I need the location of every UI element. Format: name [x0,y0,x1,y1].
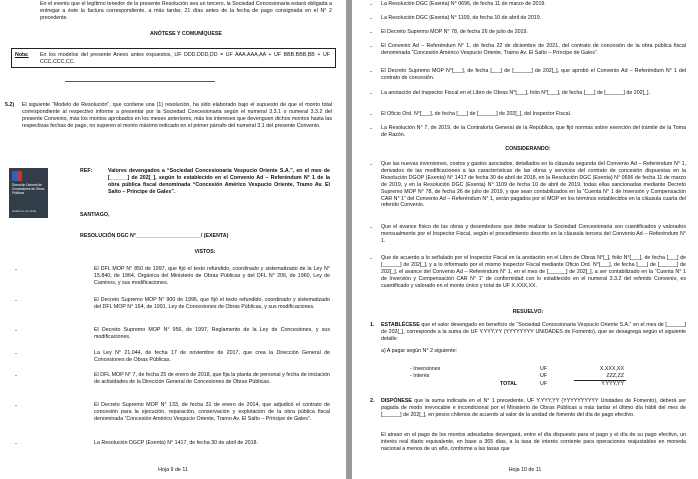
table-row-value: ZZZ,ZZ [606,373,624,379]
vistos-item: El Oficio Ord. N°[___], de fecha [___] de [______] de 202[_], del Inspector Fiscal. [381,111,572,117]
santiago-label: SANTIAGO, [80,212,110,218]
page-footer: Hoja 9 de 11 [158,467,188,473]
bullet: - [370,126,372,132]
anotese-heading: ANÓTESE Y COMUNÍQUESE [150,31,222,37]
ministry-logo [9,168,48,218]
bullet: - [15,267,17,273]
nota-text: En los modelos del presente Anexo antes expuestos, UF DDD.DDD,DD = UF AAA.AAA,AA + UF BBB.BBB,BB + UF CCC.CCC,CC. [40,52,330,65]
table-row-unit: UF [540,381,548,387]
vistos-item: El Decreto Supremo MOP N° 78, de fecha 26 de julio de 2019. [381,29,528,35]
bullet: - [15,441,17,447]
bullet: - [370,91,372,97]
lead-word: DISPÓNESE [381,398,412,404]
vistos-item: La Resolución DGC (Exenta) N° 0696, de fecha 11 de marzo de 2019. [381,1,546,7]
vistos-item: El Decreto Supremo MOP N° 956, de 1997, Reglamento de la Ley de Concesiones, y sus modificaciones. [94,327,330,340]
ref-text: Valores devengados a “Sociedad Concesionaria Vespucio Oriente S.A.”, en el mes de [______] de 202[_], según lo establecido en el Convenio Ad – Referéndum N° 1 de la obra pública fiscal denominada “Concesión Américo Vespucio Oriente, Tramo Av. El Salto – Príncipe de Gales”. [108,168,330,195]
document-page-10 [352,0,698,479]
considerando-item: Que de acuerdo a lo señalado por el Inspector Fiscal en la anotación en el Libro de Obras N°[_], folio N°[___], de fecha [___] de [______] de 202[_], y a lo informado por el mismo Inspector Fiscal mediante Oficio Ord. N°[___], de fecha [___] de [______] de 202[_], el avance del Convenio Ad – Referéndum N° 1, en el mes de [______] de 202[_], a ser contabilizado en la “Cuenta N° 1 de Inversión y Compensación CAR N° 1” de conformidad con lo establecido en el numeral 3.3.2 del referido Convenio, es cuantificado y valorado en el monto único y total de UF X.XXX,XX. [381,255,686,289]
page-footer: Hoja 10 de 11 [508,467,542,473]
vistos-item: La Resolución DGC (Exenta) N° 1109, de fecha 10 de abril de 2019. [381,15,542,21]
resolution-item-1-text: que el valor devengado en beneficio de “Sociedad Concesionaria Vespucio Oriente S.A.” en el mes de [______] de 202[_], corresponde a la suma de UF Y.YYY,YY (YYYYYYYY UNIDADES de Fomento), que se desagrega según el siguiente detalle: [381,322,686,342]
logo-subtitle: Gobierno de Chile [12,209,37,213]
table-row-label: - Inversiones [410,366,441,372]
section-5-2-text: El siguiente “Modelo de Resolución”, que contiene una (1) resolución, ha sido elaborado bajo el supuesto de que el monto total correspondiente al respectivo informe a presentar por la Sociedad Concesionaria según el numeral 3.3.1 o numeral 3.3.2 del presente Convenio, más los montos aprobados en los meses anteriores, más los intereses que devenguen dichos montos hasta las respectivas fechas de pago, no superen el monto máximo indicado en el primer párrafo del numeral 3.1 del presente Convenio. [22,102,332,129]
vistos-item: La Resolución N° 7, de 2019, de la Contraloría General de la República, que fijó normas sobre exención del trámite de la Toma de Razón. [381,125,686,138]
vistos-item: El Decreto Supremo MOP N° 133, de fecha 31 de enero de 2014, que adjudicó el contrato de concesión para la ejecución, reparación, conservación y explotación de la obra pública fiscal denominada “Concesión Américo Vespucio Oriente, Tramo Av. El Salto – Príncipe de Gales”. [94,402,330,422]
table-total-label: TOTAL [500,381,518,387]
item-a: a) A pagar según N° 2 siguiente: [381,348,458,354]
lead-word: ESTABLÉCESE [381,322,420,328]
vistos-item: El DFL MOP N° 850 de 1997, que fijó el texto refundido, coordinado y sistematizado de la Ley N° 15.840, de 1964, Orgánica del Ministerio de Obras Públicas y del DFL N° 206, de 1960, Ley de Caminos, y sus modificaciones. [94,266,330,286]
logo-title: Dirección General de Concesiones de Obras Públicas [12,183,45,195]
bullet: - [370,112,372,118]
table-row-label: - Interés [410,373,430,379]
table-row-value: X.XXX,XX [599,366,624,372]
table-total-value: Y.YYY,YY [601,381,624,387]
bullet: - [370,69,372,75]
top-paragraph: En el evento que el legítimo tenedor de la presente Resolución sea un tercero, la Sociedad Concesionaria estará obligada a entregar a éste la factura correspondiente, a más tardar, 21 días antes de la fecha de pago consignada en el N° 2 precedente. [40,1,332,21]
table-row-unit: UF [540,366,548,372]
vistos-item: El Decreto Supremo MOP N° 900 de 1996, que fijó el texto refundido, coordinado y sistematizado del DFL MOP N° 164, de 1991, Ley de Concesiones de Obras Públicas, y sus modificaciones. [94,297,330,310]
bullet: - [370,225,372,231]
bullet: - [370,44,372,50]
considerando-heading: CONSIDERANDO: [505,146,551,152]
resolution-number: RESOLUCIÓN DGC N°______________________/ (EXENTA) [80,233,229,239]
resolution-item-2-text: que la suma indicada en el N° 1 precedente, UF Y.YYY,YY (YYYYYYYYYY Unidades de Fomento), deberá ser pagada de modo irrevocable e incondicional por el Ministerio de Obras Públicas a más tardar el último día hábil del mes de [______] de 202[_], en pesos chilenos de acuerdo al valor de la unidad de fomento del día de pago efectivo. [381,398,686,418]
bullet: - [370,162,372,168]
resolution-item-2 [381,398,686,419]
table-row-unit: UF [540,373,548,379]
bullet: - [15,373,17,379]
vistos-heading: VISTOS: [194,249,216,255]
bullet: - [370,16,372,22]
considerando-item: Que las nuevas inversiones, costos y gastos asociados, detallados en la cláusula segunda del Convenio Ad – Referéndum N° 1, derivados de las modificaciones a las características de las obras y servicios del contrato de concesión dispuestas en la Resolución DGOP (Exenta) N° 1417 de fecha 30 de abril de 2018, en la Resolución DGC (Exenta) N° 0696 de fecha 11 de marzo de 2019, y en la Resolución DGC (Exenta) N° 1109 de fecha 10 de abril de 2019, todas ellas sancionadas mediante Decreto Supremo MOP N° 78, de fecha 26 de julio de 2019, y que sean contabilizados en la “Cuenta N° 1 de Inversión y Compensación CAR N° 1” del Convenio Ad – Referéndum N° 1, serán pagados por el MOP en los términos establecidos en la cláusula cuarta del referido Convenio. [381,161,686,209]
bullet: - [15,351,17,357]
bullet: - [15,298,17,304]
resuelvo-heading: RESUELVO: [512,309,544,315]
bullet: - [15,403,17,409]
vistos-item: La Ley N° 21.044, de fecha 17 de noviembre de 2017, que crea la Dirección General de Concesiones de Obras Públicas. [94,350,330,363]
section-number: 5.2) [5,102,15,108]
vistos-item: La anotación del Inspector Fiscal en el Libro de Obras N°[___], folio N°[___], de fecha [___] de [______] de 202[_]. [381,90,650,96]
bullet: - [15,328,17,334]
vistos-item: La Resolución DGCP (Exenta) N° 1417, de fecha 30 de abril de 2018. [94,440,258,446]
ref-label: REF: [80,168,93,174]
flag-red-stripe [17,171,22,181]
resolution-item-1 [381,322,686,343]
resolution-item-2-paragraph: El atraso en el pago de los montos adeudados devengará, entre el día dispuesto para el pago y el día de su pago efectivo, un interés real diario equivalente, en base a 365 días, a la tasa de interés corriente para operaciones reajustables en moneda nacional a menos de un año, conforme a las tasas que [381,432,686,452]
bullet: - [370,30,372,36]
nota-label: Nota: [15,52,29,58]
document-page-9 [0,0,346,479]
vistos-item: El Decreto Supremo MOP N°[___], de fecha [___] de [______] de 202[_], que aprobó el Convenio Ad – Referéndum N° 1 del contrato de concesión. [381,68,686,81]
resolution-number-1: 1. [370,322,375,328]
bullet: - [370,256,372,262]
resolution-number-2: 2. [370,398,375,404]
vistos-item: El DFL MOP N° 7, de fecha 25 de enero de 2018, que fija la planta de personal y fecha de iniciación de actividades de la Dirección General de Concesiones de Obras Públicas. [94,372,330,385]
considerando-item: Que el avance físico de las obras y desembolsos que debe realizar la Sociedad Concesionaria son cuantificados y valorados mensualmente por el Inspector Fiscal, según el procedimiento descrito en la cláusula tercera del Convenio Ad – Referéndum N° 1. [381,224,686,244]
vistos-item: El Convenio Ad – Referéndum N° 1, de fecha 22 de diciembre de 2021, del contrato de concesión de la obra pública fiscal denominada “Concesión Américo Vespucio Oriente, Tramo Av. El Salto – Príncipe de Gales”. [381,43,686,56]
separator-line [65,81,215,82]
bullet: - [370,2,372,8]
